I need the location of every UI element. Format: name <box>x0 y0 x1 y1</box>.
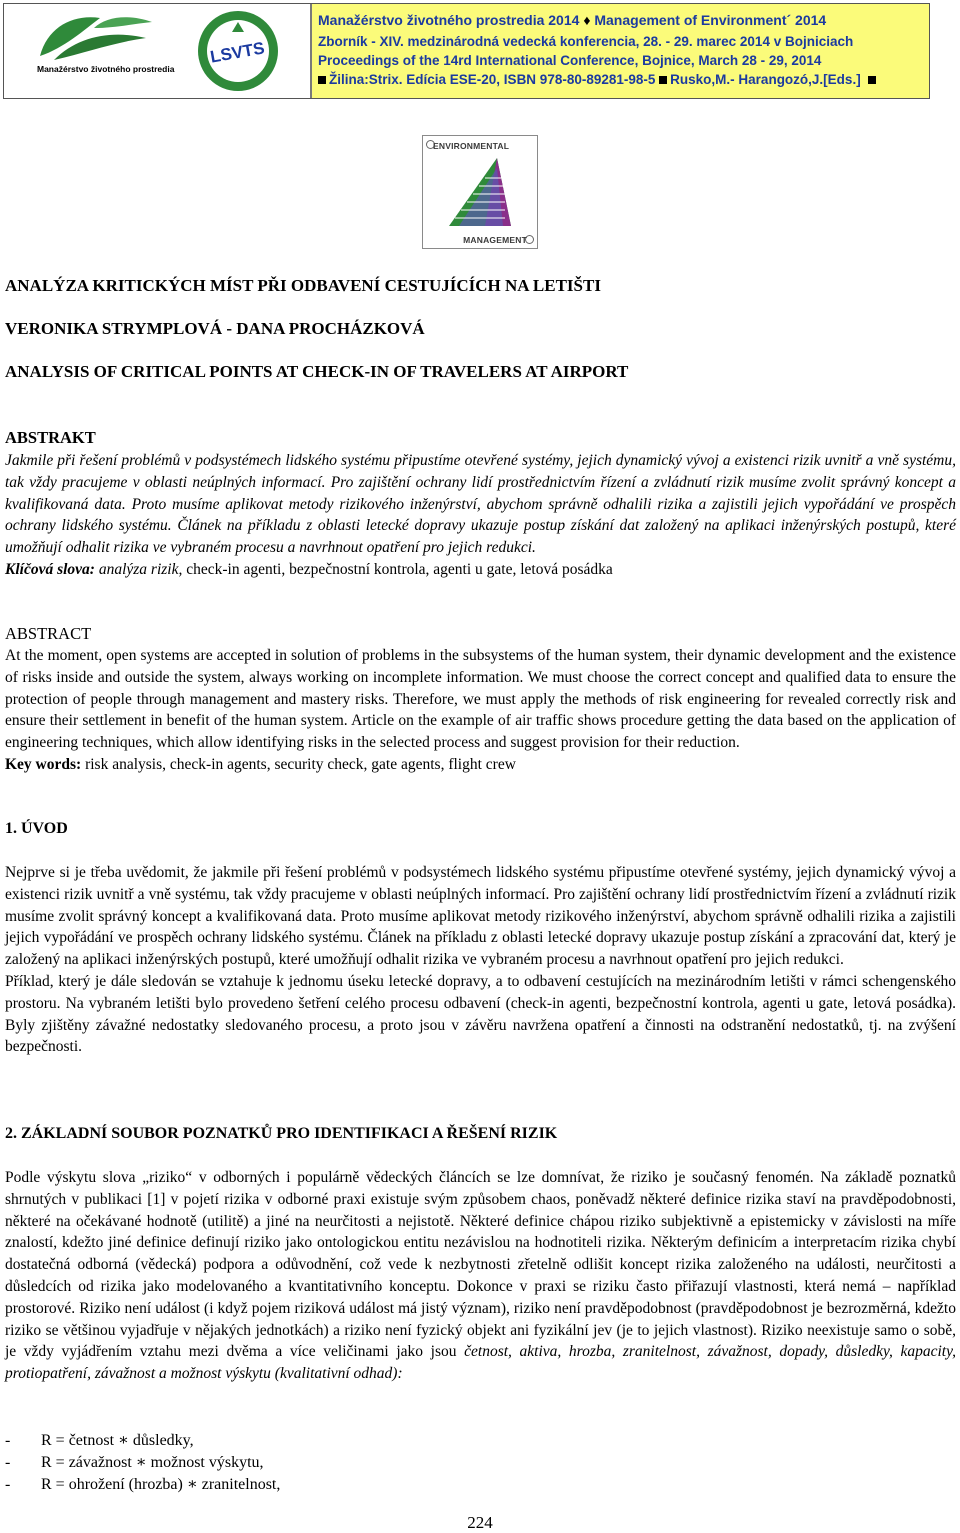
section1-heading: 1. ÚVOD <box>5 820 68 837</box>
section1-paragraph-1: Nejprve si je třeba uvědomit, že jakmile při řešení problémů v podsystémech lidského systému připustíme otevřené systémy, jejich dynamický vývoj a existenci rizik uvnitř a vně systému, tak vždy pracujeme v oblasti neúplných informací. Pro zajištění ochrany lidí prostřednictvím řízení a zvládnutí rizik musíme zvolit správný koncept a kvalifikovaná data. Proto musíme aplikovat metody rizikového inženýrství, abychom správně odhalili rizika a zajistili jejich vypořádání ve prospěch ochrany lidského systému. Článek na příkladu z oblasti letecké dopravy ukazuje postup získání a zpracování dat, který je založený na aplikaci inženýrských postupů, které umožňují odhalit rizika ve vybraném procesu a navrhnout opatření pro jejich redukci. <box>5 864 956 969</box>
banner-title-en: Management of Environment´ 2014 <box>594 12 827 28</box>
abstract-cz-text: Jakmile při řešení problémů v podsystémech lidského systému připustíme otevřené systémy, jejich dynamický vývoj a existenci rizik uvnitř a vně systému, tak vždy pracujeme v oblasti neúplných informací. Pro zajištění ochrany lidí prostřednictvím řízení a zvládnutí rizik musíme zvolit správný koncept a kvalifikovaná data. Proto musíme aplikovat metody rizikového inženýrství, abychom správně odhalili rizika a zajistili jejich vypořádání ve prospěch ochrany lidského systému. Článek na příkladu z oblasti letecké dopravy ukazuje postup získání dat založený na aplikaci inženýrských postupů, které umožňují odhalit rizika ve vybraném procesu a navrhnout opatření pro jejich redukci. <box>5 452 956 557</box>
keywords-en-text: risk analysis, check-in agents, security check, gate agents, flight crew <box>85 755 516 773</box>
banner-info <box>310 4 929 98</box>
formula-3: R = ohrožení (hrozba) ∗ zranitelnost, <box>41 1476 281 1493</box>
dash-bullet: - <box>5 1454 11 1471</box>
list-item <box>5 1430 194 1450</box>
diamond-icon: ♦ <box>583 12 591 28</box>
keywords-en-label: Key words: <box>5 755 82 773</box>
banner-line-title <box>318 11 826 29</box>
banner-isbn: Žilina:Strix. Edícia ESE-20, ISBN 978-80-89281-98-5 <box>329 72 656 87</box>
keywords-cz-label: Klíčová slova: <box>5 560 95 578</box>
banner-line-proceedings: Proceedings of the 14rd International Conference, Bojnice, March 28 - 29, 2014 <box>318 53 822 68</box>
abstract-cz-heading: ABSTRAKT <box>5 428 96 447</box>
leaf-logo-icon <box>34 8 164 64</box>
paper-title-cz: ANALÝZA KRITICKÝCH MÍST PŘI ODBAVENÍ CESTUJÍCÍCH NA LETIŠTI <box>5 276 601 295</box>
banner-title-sk: Manažérstvo životného prostredia 2014 <box>318 12 580 28</box>
em-logo-top-text: ENVIRONMENTAL <box>433 141 510 151</box>
square-bullet-icon <box>868 76 876 84</box>
dash-bullet: - <box>5 1476 11 1493</box>
em-logo-bottom-text: MANAGEMENT <box>463 235 527 245</box>
banner-line-zbornik: Zborník - XIV. medzinárodná vedecká konferencia, 28. - 29. marec 2014 v Bojniciach <box>318 34 854 49</box>
dash-bullet: - <box>5 1432 11 1449</box>
formula-2: R = závažnost ∗ možnost výskytu, <box>41 1454 264 1471</box>
square-bullet-icon <box>318 76 326 84</box>
section2-paragraph-1 <box>5 1167 956 1385</box>
square-bullet-icon <box>659 76 667 84</box>
paper-authors: VERONIKA STRYMPLOVÁ - DANA PROCHÁZKOVÁ <box>5 319 425 338</box>
keywords-en <box>5 754 956 776</box>
keywords-cz-rest: check-in agenti, bezpečnostní kontrola, agenti u gate, letová posádka <box>186 560 613 578</box>
pyramid-icon <box>445 154 515 230</box>
abstract-cz <box>5 450 956 581</box>
section2-body <box>5 1167 956 1385</box>
abstract-en-text: At the moment, open systems are accepted in solution of problems in the subsystems of the human system, their dynamic development and the existence of risks inside and outside the system, always working on incomplete information. We must choose the correct concept and qualified data to ensure the protection of people through management and mastery risks. Therefore, we must apply the methods of risk engineering for revealed correctly risk and ensure their settlement in benefit of the human system. Article on the example of air traffic shows procedure getting the data based on the application of engineering techniques, which allow identifying risks in the selected process and suggest provision for their reduction. <box>5 647 956 752</box>
keywords-cz <box>5 559 956 581</box>
lsvts-logo-text: LSVTS <box>208 38 267 67</box>
conference-banner <box>3 3 930 99</box>
keywords-cz-italic: analýza rizik, <box>98 560 183 578</box>
banner-logos <box>4 4 306 98</box>
logo-caption: Manažérstvo životného prostredia <box>37 64 175 74</box>
list-item <box>5 1452 264 1472</box>
page-number: 224 <box>467 1513 493 1532</box>
section2-paragraph-text: Podle výskytu slova „riziko“ v odborných i populárně vědeckých článcích se lze domnívat, že riziko je současný fenomén. Na základě poznatků shrnutých v publikaci [1] v pojetí rizika v odborné praxi existuje svým způsobem chaos, poněvadž některé definice rizika staví na pravděpodobnosti, některé na očekávané hodnotě (utilitě) a jiné na neurčitosti a nejistotě. Některé definice chápou riziko subjektivně a epistemicky v závislosti na míře znalostí, kdežto jiné definice definují riziko jako ontologickou entitu nezávislou na hodnotiteli rizika. Některým definicím a interpretacím rizika chybí dostatečná odborná (vědecká) podpora a odůvodnění, což vede k nezbytnosti zřetelně odlišit koncept rizika založeného na události, neurčitosti a důsledcích od rizika jako modelovaného a kvantitativního konceptu. Dokonce v praxi se riziku často přiřazují vlastnosti, která nemá – například prostorové. Riziko není událost (i když pojem riziková událost má jistý význam), riziko není pravděpodobnost (pravděpodobnost je bezrozměrná, kdežto riziko se většinou vyjadřuje v nějakých jednotkách) a riziko není fyzický objekt ani fyzikální jev (je to jejich vlastnost). Riziko neexistuje samo o sobě, je vždy vyjádřením vztahu mezi dvěma a více veličinami jako jsou <box>5 1169 956 1361</box>
section1-body <box>5 862 956 1058</box>
banner-line-publisher <box>318 71 876 89</box>
abstract-en-heading: ABSTRACT <box>5 624 92 643</box>
formula-1: R = četnost ∗ důsledky, <box>41 1432 194 1449</box>
paper-title-en: ANALYSIS OF CRITICAL POINTS AT CHECK-IN OF TRAVELERS AT AIRPORT <box>5 362 629 381</box>
section1-paragraph-2: Příklad, který je dále sledován se vztahuje k jednomu úseku letecké dopravy, a to odbavení cestujících na mezinárodním letišti v rámci schengenského prostoru. Na vybraném letišti bylo provedeno šetření celého procesu odbavení (check-in agenti, bezpečnostní kontrola, agenti u gate, letová posádka). Byly zjištěny závažné nedostatky sledovaného procesu, a proto jsou v závěru navržena opatření a činnosti na odstranění nedostatků, tj. na zvýšení bezpečnosti. <box>5 972 956 1056</box>
lsvts-logo-icon <box>184 8 292 94</box>
section2-heading: 2. ZÁKLADNÍ SOUBOR POZNATKŮ PRO IDENTIFIKACI A ŘEŠENÍ RIZIK <box>5 1125 558 1142</box>
environmental-management-logo <box>422 135 538 249</box>
list-item <box>5 1474 280 1494</box>
abstract-en <box>5 645 956 776</box>
banner-editors: Rusko,M.- Harangozó,J.[Eds.] <box>670 72 861 87</box>
section2-paragraph-italic: četnost, aktiva, hrozba, zranitelnost, závažnost, dopady, důsledky, kapacity, protiopatření, závažnost a možnost výskytu (kvalitativní odhad): <box>5 1343 956 1383</box>
